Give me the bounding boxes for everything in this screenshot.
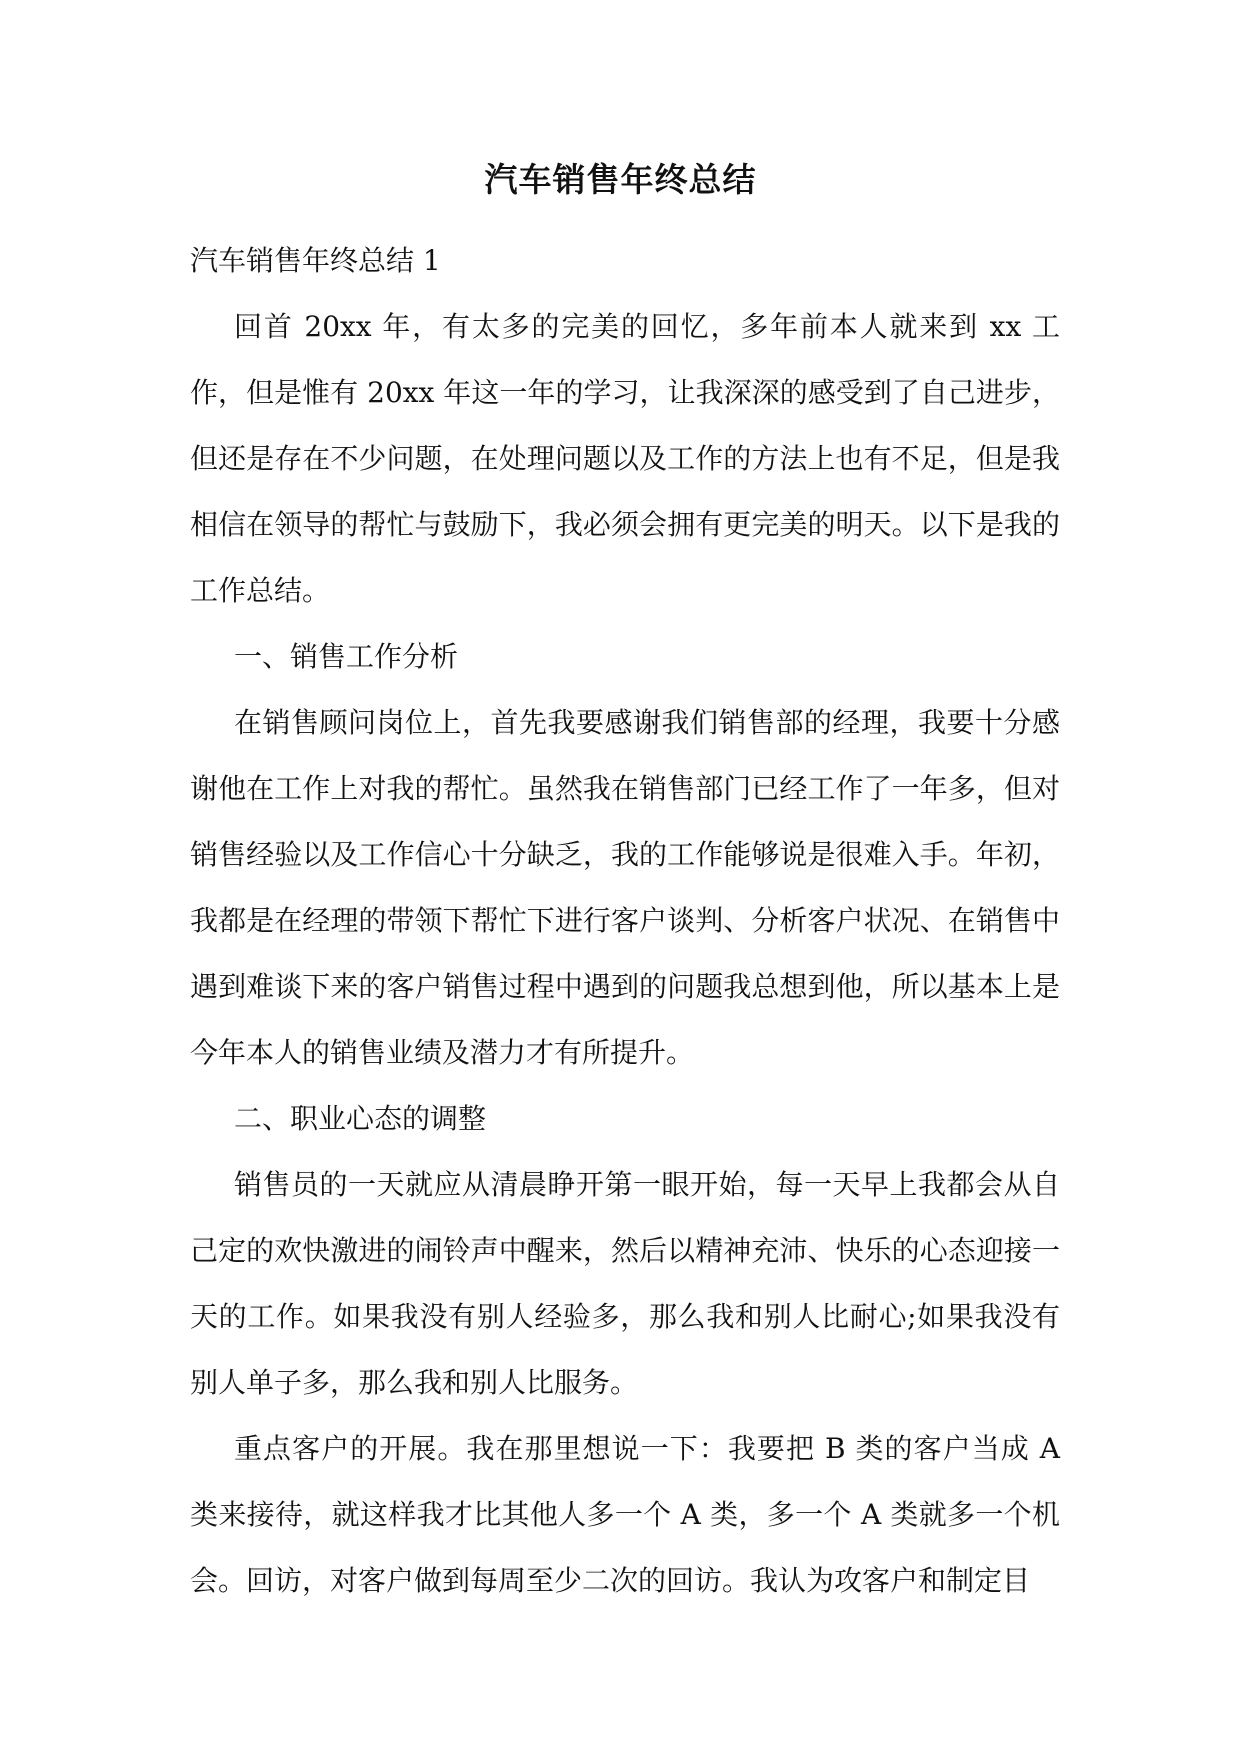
document-body <box>190 228 1060 1614</box>
paragraph: 重点客户的开展。我在那里想说一下：我要把 B 类的客户当成 A 类来接待，就这样我才比其他人多一个 A 类，多一个 A 类就多一个机会。回访，对客户做到每周至少二次的回访。我认为攻客户和制定目 <box>190 1432 1060 1597</box>
document-title: 汽车销售年终总结 <box>484 160 757 199</box>
paragraph: 销售员的一天就应从清晨睁开第一眼开始，每一天早上我都会从自己定的欢快激进的闹铃声中醒来，然后以精神充沛、快乐的心态迎接一天的工作。如果我没有别人经验多，那么我和别人比耐心;如果我没有别人单子多，那么我和别人比服务。 <box>190 1168 1060 1399</box>
paragraph: 在销售顾问岗位上，首先我要感谢我们销售部的经理，我要十分感谢他在工作上对我的帮忙。虽然我在销售部门已经工作了一年多，但对销售经验以及工作信心十分缺乏，我的工作能够说是很难入手。年初，我都是在经理的带领下帮忙下进行客户谈判、分析客户状况、在销售中遇到难谈下来的客户销售过程中遇到的问题我总想到他，所以基本上是今年本人的销售业绩及潜力才有所提升。 <box>190 706 1060 1069</box>
section-heading: 二、职业心态的调整 <box>234 1102 487 1135</box>
section-heading: 一、销售工作分析 <box>234 640 459 673</box>
section-heading: 汽车销售年终总结 1 <box>190 244 441 277</box>
paragraph: 回首 20xx 年，有太多的完美的回忆，多年前本人就来到 xx 工作，但是惟有 20xx 年这一年的学习，让我深深的感受到了自己进步，但还是存在不少问题，在处理问题以及工作的方法上也有不足，但是我相信在领导的帮忙与鼓励下，我必须会拥有更完美的明天。以下是我的工作总结。 <box>190 310 1060 607</box>
